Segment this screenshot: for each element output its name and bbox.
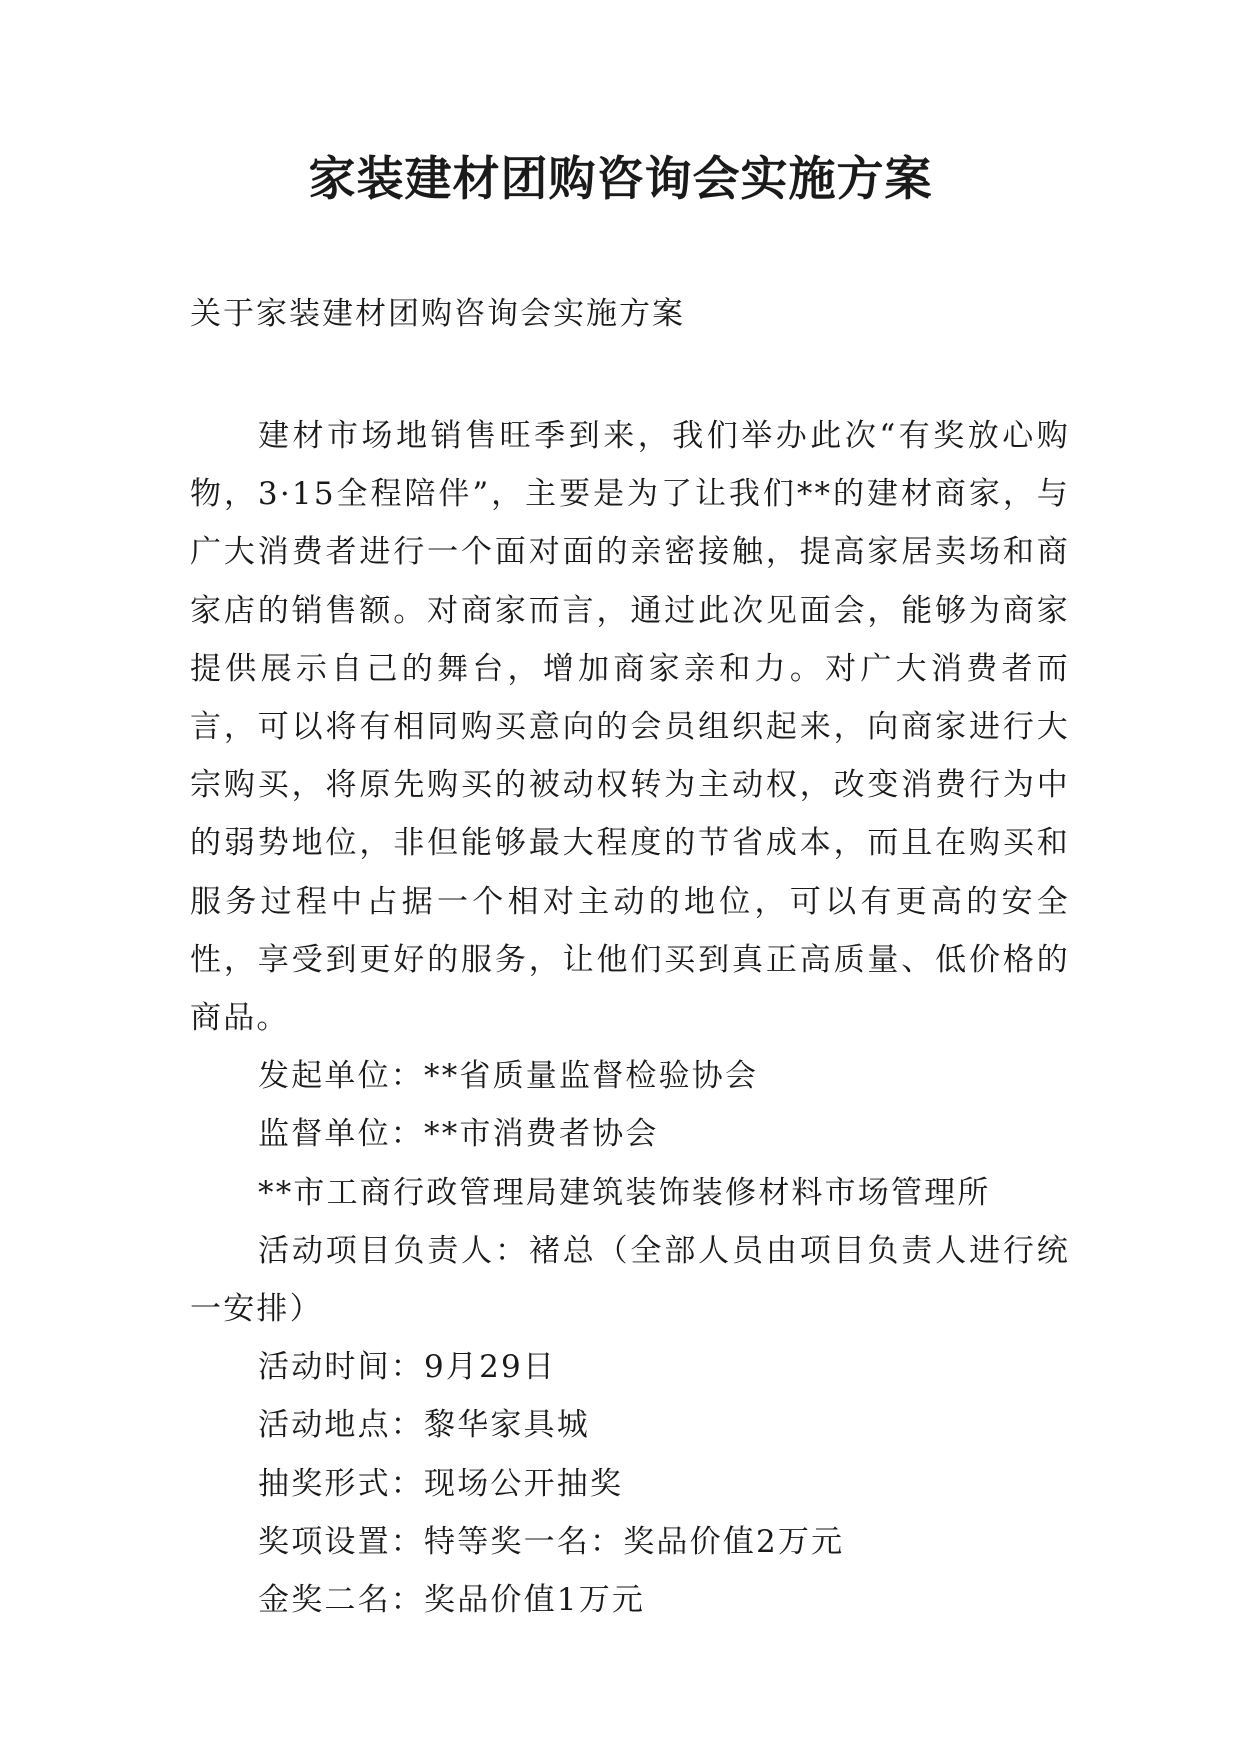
- project-lead-line: 活动项目负责人：褚总（全部人员由项目负责人进行统一安排）: [190, 1232, 1070, 1328]
- intro-paragraph: 建材市场地销售旺季到来，我们举办此次“有奖放心购物，3·15全程陪伴”，主要是为了让我们**的建材商家，与广大消费者进行一个面对面的亲密接触，提高家居卖场和商家店的销售额。对商家而言，通过此次见面会，能够为商家提供展示自己的舞台，增加商家亲和力。对广大消费者而言，可以将有相同购买意向的会员组织起来，向商家进行大宗购买，将原先购买的被动权转为主动权，改变消费行为中的弱势地位，非但能够最大程度的节省成本，而且在购买和服务过程中占据一个相对主动的地位，可以有更高的安全性，享受到更好的服务，让他们买到真正高质量、低价格的商品。: [190, 418, 1070, 1037]
- co-supervisor-line: **市工商行政管理局建筑装饰装修材料市场管理所: [258, 1174, 991, 1211]
- event-time-line: 活动时间：9月29日: [258, 1349, 557, 1386]
- document-body: [190, 407, 1070, 1629]
- document-title: 家装建材团购咨询会实施方案: [308, 152, 933, 207]
- prize-setting-line: 奖项设置：特等奖一名：奖品价值2万元: [258, 1523, 845, 1560]
- document-subtitle: 关于家装建材团购咨询会实施方案: [190, 296, 685, 332]
- supervisor-line: 监督单位：**市消费者协会: [258, 1116, 659, 1153]
- event-location-line: 活动地点：黎华家具城: [258, 1407, 590, 1444]
- organizer-line: 发起单位：**省质量监督检验协会: [258, 1058, 759, 1095]
- gold-prize-line: 金奖二名：奖品价值1万元: [258, 1582, 646, 1619]
- lottery-format-line: 抽奖形式：现场公开抽奖: [258, 1465, 624, 1502]
